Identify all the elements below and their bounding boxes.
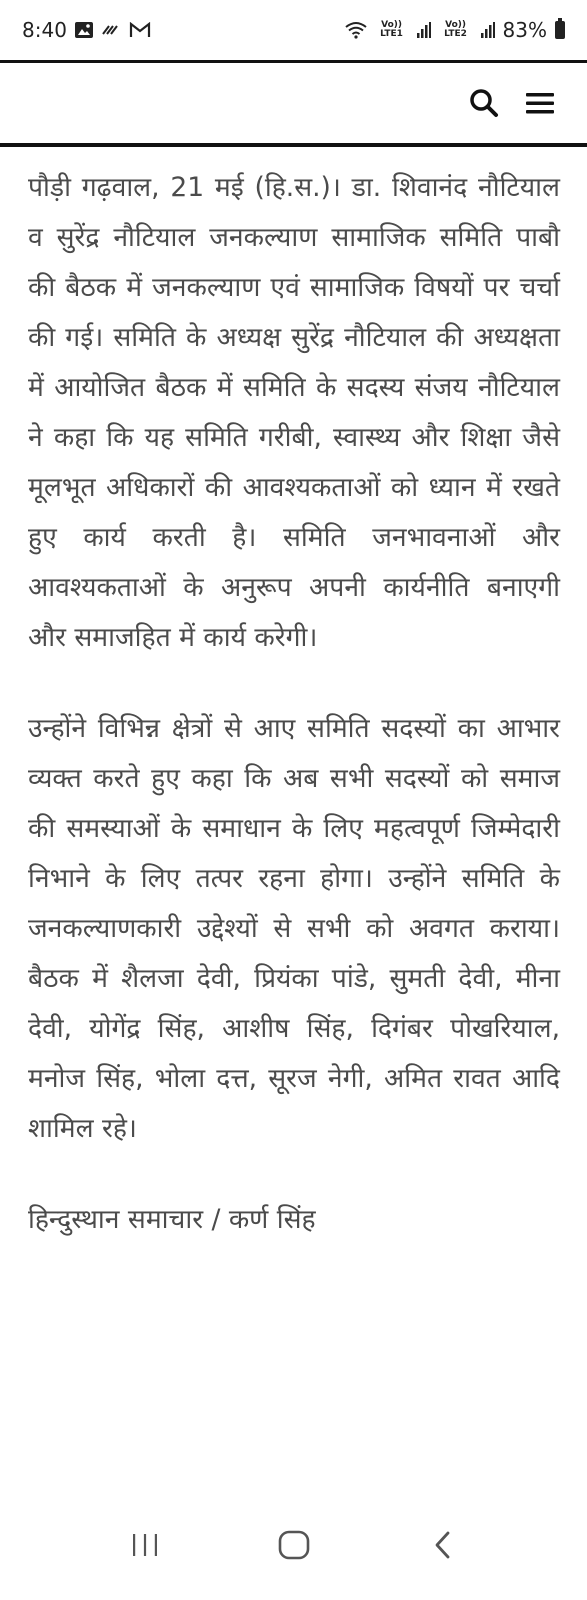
status-time: 8:40 xyxy=(22,18,67,42)
network-2-label: Vo)) LTE2 xyxy=(444,20,467,39)
status-left xyxy=(22,18,151,42)
article-body xyxy=(28,163,560,1245)
network-1-label: Vo)) LTE1 xyxy=(380,20,403,39)
wifi-icon xyxy=(345,21,367,39)
header-bottom-divider xyxy=(0,143,587,147)
article-credit: हिन्दुस्थान समाचार / कर्ण सिंह xyxy=(28,1204,316,1235)
battery-icon xyxy=(555,21,565,39)
missed-call-icon xyxy=(101,22,121,38)
menu-icon[interactable] xyxy=(523,86,557,120)
recent-apps-icon[interactable] xyxy=(115,1515,175,1575)
app-header xyxy=(0,63,587,143)
battery-level: 83% xyxy=(502,18,547,42)
status-bar xyxy=(0,0,587,60)
signal-icon xyxy=(481,22,495,38)
back-icon[interactable] xyxy=(413,1515,473,1575)
gallery-icon xyxy=(75,22,93,38)
article-paragraph: पौड़ी गढ़वाल, 21 मई (हि.स.)। डा. शिवानंद नौटियाल व सुरेंद्र नौटियाल जनकल्याण सामाजिक समिति पाबौ की बैठक में जनकल्याण एवं सामाजिक विषयों पर चर्चा की गई। समिति के अध्यक्ष सुरेंद्र नौटियाल की अध्यक्षता में आयोजित बैठक में समिति के सदस्य संजय नौटियाल ने कहा कि यह समिति गरीबी, स्वास्थ्य और शिक्षा जैसे मूलभूत अधिकारों की आवश्यकताओं को ध्यान में रखते हुए कार्य करती है। समिति जनभावनाओं और आवश्यकताओं के अनुरूप अपनी कार्यनीति बनाएगी और समाजहित में कार्य करेगी। xyxy=(28,172,560,653)
gmail-icon xyxy=(129,22,151,38)
system-nav-bar xyxy=(0,1505,587,1585)
article-paragraph: उन्होंने विभिन्न क्षेत्रों से आए समिति सदस्यों का आभार व्यक्त करते हुए कहा कि अब सभी सदस्यों को समाज की समस्याओं के समाधान के लिए महत्वपूर्ण जिम्मेदारी निभाने के लिए तत्पर रहना होगा। उन्होंने समिति के जनकल्याणकारी उद्देश्यों से सभी को अवगत कराया। बैठक में शैलजा देवी, प्रियंका पांडे, सुमती देवी, मीना देवी, योगेंद्र सिंह, आशीष सिंह, दिगंबर पोखरियाल, मनोज सिंह, भोला दत्त, सूरज नेगी, अमित रावत आदि शामिल रहे। xyxy=(28,713,560,1144)
search-icon[interactable] xyxy=(467,86,501,120)
home-icon[interactable] xyxy=(264,1515,324,1575)
signal-icon xyxy=(417,22,431,38)
status-right xyxy=(345,18,565,42)
